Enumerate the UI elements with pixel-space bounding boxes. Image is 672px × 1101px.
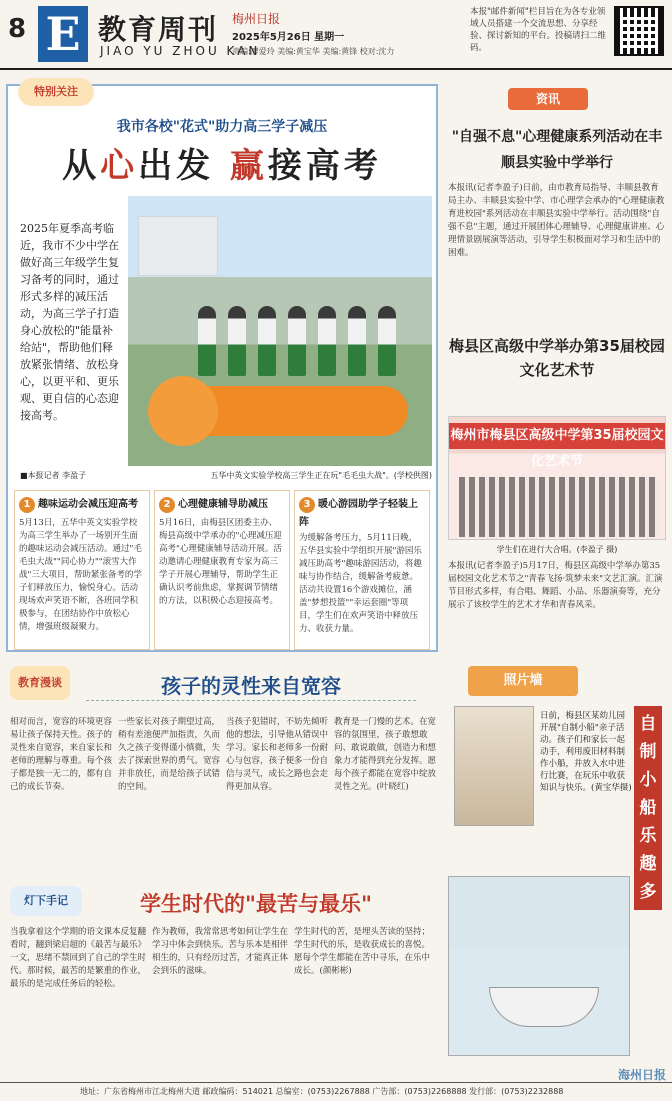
photo-student (348, 306, 366, 376)
essay-column: 一些家长对孩子期望过高，稍有差池便严加指责，久而久之孩子变得谨小慎微，失去了探索世界的勇气。宽容并非放任，而是给孩子试错的空间。 (118, 717, 221, 792)
photo-building (138, 216, 218, 276)
notes-section (6, 880, 438, 1080)
section-letter: E (38, 6, 88, 62)
news-headline-1: "自强不息"心理健康系列活动在丰顺县实验中学举行 (451, 129, 663, 171)
essay-headline: 孩子的灵性来自宽容 (161, 674, 341, 698)
submission-note: 本报"邮件新闻"栏目旨在为各专业领域人员搭建一个交流思想、分享经验、探讨新知的平台。投稿请扫二维码。 (470, 7, 607, 53)
qr-code-icon[interactable] (614, 6, 664, 56)
handmade-boat (489, 987, 599, 1027)
essay-section (6, 666, 438, 876)
photo-student (258, 306, 276, 376)
choir-crowd (459, 477, 659, 537)
notes-headline: 学生时代的"最苦与最乐" (140, 892, 372, 916)
photo-wall-label: 照片墙 (468, 666, 578, 696)
notes-column: 当我拿着这个学期的语文课本反复翻看时，翻到梁启超的《最苦与最乐》一文，思绪不禁回到了自己的学生时代。那时候，最苦的是繁重的作业，最乐的是完成任务后的轻松。 (10, 927, 147, 989)
essay-column: 相对而言，宽容的环境更容易让孩子保持天性。孩子的灵性来自宽容，来自家长和老师的理解与尊重。每个孩子都是独一无二的，都有自己的成长节奏。 (10, 717, 113, 792)
art-festival-photo (448, 416, 666, 540)
paper-logo: 梅州日报 (232, 12, 281, 26)
feature-kicker: 我市各校"花式"助力高三学子减压 (116, 119, 328, 135)
divider (86, 700, 416, 701)
essay-column: 教育是一门慢的艺术。在宽容的氛围里，孩子敢想敢问、敢说敢做，创造力和想象力才能得到充分发挥。愿每个孩子都能在宽容中绽放灵性之光。(叶晓红) (334, 717, 437, 792)
feature-article (6, 84, 438, 652)
issue-date: 2025年5月26日 星期一 (232, 32, 345, 43)
subsection-number: 1 (19, 497, 35, 513)
subsection-number: 2 (159, 497, 175, 513)
subsection-title-text: 暖心游园助学子轻装上阵 (299, 499, 418, 528)
vertical-title: 自制小船乐趣多 (634, 706, 662, 910)
essay-label: 教育漫谈 (10, 666, 70, 700)
festival-banner: 梅州市梅县区高级中学第35届校园文化艺术节 (449, 423, 665, 449)
subsection-title (299, 495, 425, 528)
essay-column: 当孩子犯错时，不妨先倾听他的想法，引导他从错误中学习。家长和老师多一份耐心与包容，孩子便多一份自信与灵气，成长之路也会走得更加从容。 (226, 717, 329, 792)
news-headline-2: 梅县区高级中学举办第35届校园文化艺术节 (449, 337, 665, 379)
feature-byline: ■本报记者 李盈子 (20, 471, 87, 480)
headline-win: 赢 (229, 146, 268, 186)
subsection-text: 5月13日，五华中英文实验学校为高三学生举办了一场别开生面的趣味运动会减压活动。通过"毛毛虫大战""同心协力""滚雪大作战"三大项目，帮助紧张备考的学子们释放压力，愉悦身心。活动现场欢声笑语不断，各班同学积极参与，在团结协作中放松心情，增强班级凝聚力。 (19, 518, 142, 632)
subsection-title-text: 心理健康辅导助减压 (178, 499, 268, 510)
photo-student (318, 306, 336, 376)
footer: 地址：广东省梅州市江北梅州大道 邮政编码：514021 总编室：(0753)2267888 广告部：(0753)2268888 发行部：(0753)2232888 (0, 1082, 672, 1100)
child-boat-photo (454, 706, 534, 826)
headline-part: 从 (62, 146, 101, 186)
news-label: 资讯 (508, 88, 588, 110)
headline-part: 接高考 (267, 146, 382, 186)
photo-student (228, 306, 246, 376)
editors-line: 责编:廖爱玲 美编:黄宝华 美编:黄锋 校对:沈力 (232, 47, 395, 56)
news-column (448, 84, 666, 658)
photo-caption: 日前，梅县区某幼儿园开展"自制小船"亲子活动。孩子们和家长一起动手，利用废旧材料制作小船，并放入水中进行比赛，在玩乐中收获知识与快乐。(黄宝华摄) (540, 711, 632, 793)
subsection-title-text: 趣味运动会减压迎高考 (38, 499, 138, 510)
feature-intro: 2025年夏季高考临近，我市不少中学在做好高三年级学生复习备考的同时，通过形式多样的减压活动，为高三学子打造身心放松的"能量补给站"，帮助他们释放紧张情绪、放松身心，以更平和、更乐观、更自信的心态迎接高考。 (20, 222, 119, 422)
subsection-title (159, 495, 285, 513)
feature-tag: 特别关注 (18, 78, 94, 106)
news-text-2: 本报讯(记者李盈子)5月17日，梅县区高级中学举办第35届校园文化艺术节之"青春飞扬·筑梦未来"文艺汇演。汇演节目形式多样，有合唱、舞蹈、小品、乐器演奏等，充分展示了该校学生的艺术才华和青春风采。 (448, 561, 663, 610)
photo-student (288, 306, 306, 376)
page-title: 教育周刊 (98, 13, 219, 46)
notes-label: 灯下手记 (10, 886, 82, 916)
boat-race-photo (448, 876, 630, 1056)
photo-wall-section (448, 666, 666, 1076)
inflatable-caterpillar (168, 386, 408, 436)
subsection-2 (154, 490, 290, 650)
subsection-title (19, 495, 145, 513)
subsection-text: 为缓解备考压力，5月11日晚，五华县实验中学组织开展"游园乐减压助高考"趣味游园活动，将趣味与协作结合，缓解备考疲惫。活动共设置16个游戏摊位，涵盖"梦想投篮""幸运套圈"等项目，学生们在欢声笑语中释放压力、收获力量。 (299, 533, 422, 634)
news-text-1: 本报讯(记者李盈子)日前，由市教育局指导、丰顺县教育局主办、丰顺县实验中学、市心理学会承办的"心理健康教育进校园"系列活动在丰顺县实验中学举行。活动围绕"自强不息"主题，通过开展团体心理辅导、心理健康讲座、心理情景剧展演等活动，引导学生积极面对学习和生活中的困难。 (448, 183, 665, 258)
notes-column: 作为教师，我常常思考如何让学生在学习中体会到快乐。苦与乐本是相伴相生的，只有经历过苦，才能真正体会到乐的滋味。 (152, 927, 289, 976)
notes-column: 学生时代的苦，是埋头苦读的坚持；学生时代的乐，是收获成长的喜悦。愿每个学生都能在苦中寻乐，在乐中成长。(颜彬彬) (294, 927, 431, 976)
subsection-text: 5月16日，由梅县区团委主办、梅县高级中学承办的"心理减压迎高考"心理健康辅导活动开展。活动邀请心理健康教育专家为高三学子开展心理辅导，帮助学生正确认识考前焦虑，掌握调节情绪的方法，以积极心态迎接高考。 (159, 518, 282, 606)
photo-caption: 五华中英文实验学校高三学生正在玩"毛毛虫大战"。(学校供图) (210, 471, 432, 480)
photo-student (378, 306, 396, 376)
feature-headline (8, 138, 436, 187)
page-number: 8 (8, 14, 27, 44)
caterpillar-game-photo (128, 196, 432, 466)
masthead (0, 0, 672, 70)
watermark: 海州日报 (617, 1068, 666, 1082)
headline-part: 出发 (138, 146, 215, 186)
subsection-1 (14, 490, 150, 650)
photo-caption: 学生们在进行大合唱。(李盈子 摄) (496, 545, 618, 554)
subsection-number: 3 (299, 497, 315, 513)
photo-student (198, 306, 216, 376)
headline-heart: 心 (100, 146, 139, 186)
page-title-pinyin: JIAO YU ZHOU KAN (100, 44, 261, 58)
subsection-3 (294, 490, 430, 650)
